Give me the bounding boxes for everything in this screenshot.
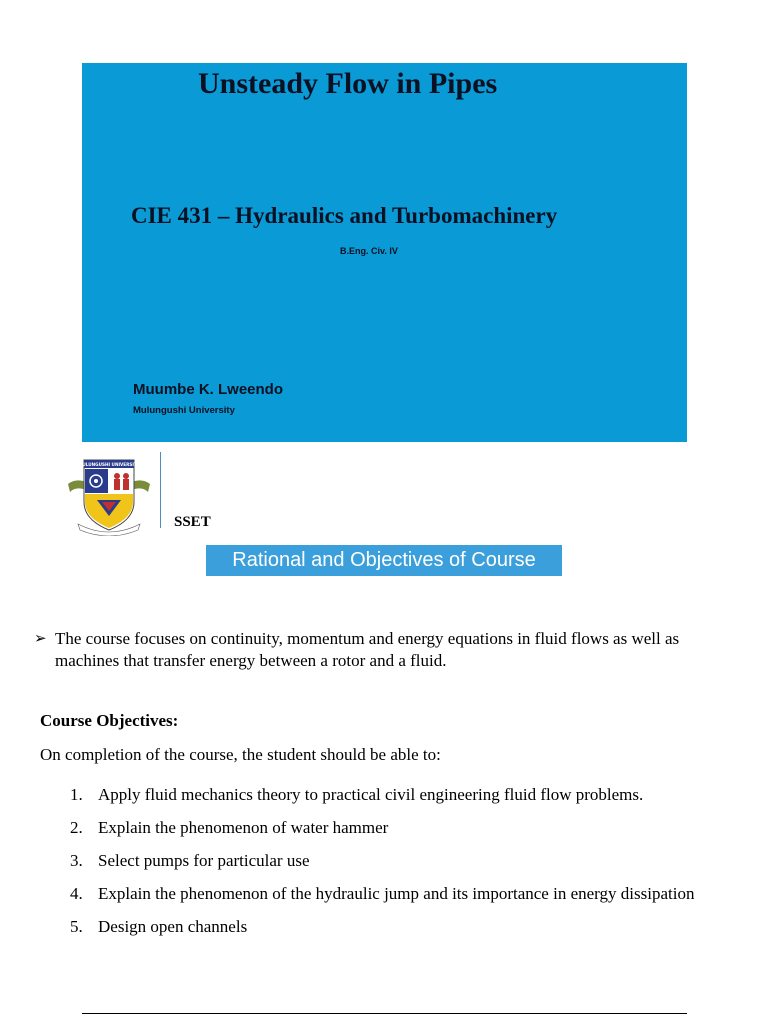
course-description	[34, 628, 744, 672]
author-affiliation: Mulungushi University	[133, 405, 235, 416]
list-item	[70, 778, 710, 811]
item-number: 5.	[70, 917, 83, 936]
author-name: Muumbe K. Lweendo	[133, 381, 283, 398]
objectives-heading: Course Objectives:	[40, 711, 179, 730]
course-description-text: The course focuses on continuity, momentum and energy equations in fluid flows as well as machines that transfer energy between a rotor and a fluid.	[55, 629, 680, 670]
course-title: CIE 431 – Hydraulics and Turbomachinery	[131, 203, 558, 228]
list-item	[70, 877, 710, 910]
item-number: 2.	[70, 818, 83, 837]
footer-rule	[82, 1013, 687, 1014]
list-item	[70, 811, 710, 844]
section-title: Rational and Objectives of Course	[206, 545, 562, 576]
school-label: SSET	[174, 514, 211, 530]
item-text: Explain the phenomenon of water hammer	[98, 818, 389, 837]
item-number: 3.	[70, 851, 83, 870]
list-item	[70, 910, 710, 943]
divider-line	[160, 452, 161, 528]
list-item	[70, 844, 710, 877]
arrow-bullet-icon: ➢	[34, 631, 47, 647]
item-text: Design open channels	[98, 917, 248, 936]
objectives-list	[70, 778, 710, 943]
title-banner	[82, 63, 687, 442]
item-text: Apply fluid mechanics theory to practical civil engineering fluid flow problems.	[98, 785, 644, 804]
svg-text:MULUNGUSHI UNIVERSITY: MULUNGUSHI UNIVERSITY	[78, 462, 140, 467]
programme-label: B.Eng. Civ. IV	[340, 246, 398, 256]
item-number: 1.	[70, 785, 83, 804]
objectives-lead: On completion of the course, the student should be able to:	[40, 745, 441, 764]
item-text: Select pumps for particular use	[98, 851, 310, 870]
item-number: 4.	[70, 884, 83, 903]
document-title: Unsteady Flow in Pipes	[198, 67, 498, 100]
item-text: Explain the phenomenon of the hydraulic jump and its importance in energy dissipation	[98, 884, 695, 903]
university-crest-icon	[66, 452, 152, 536]
